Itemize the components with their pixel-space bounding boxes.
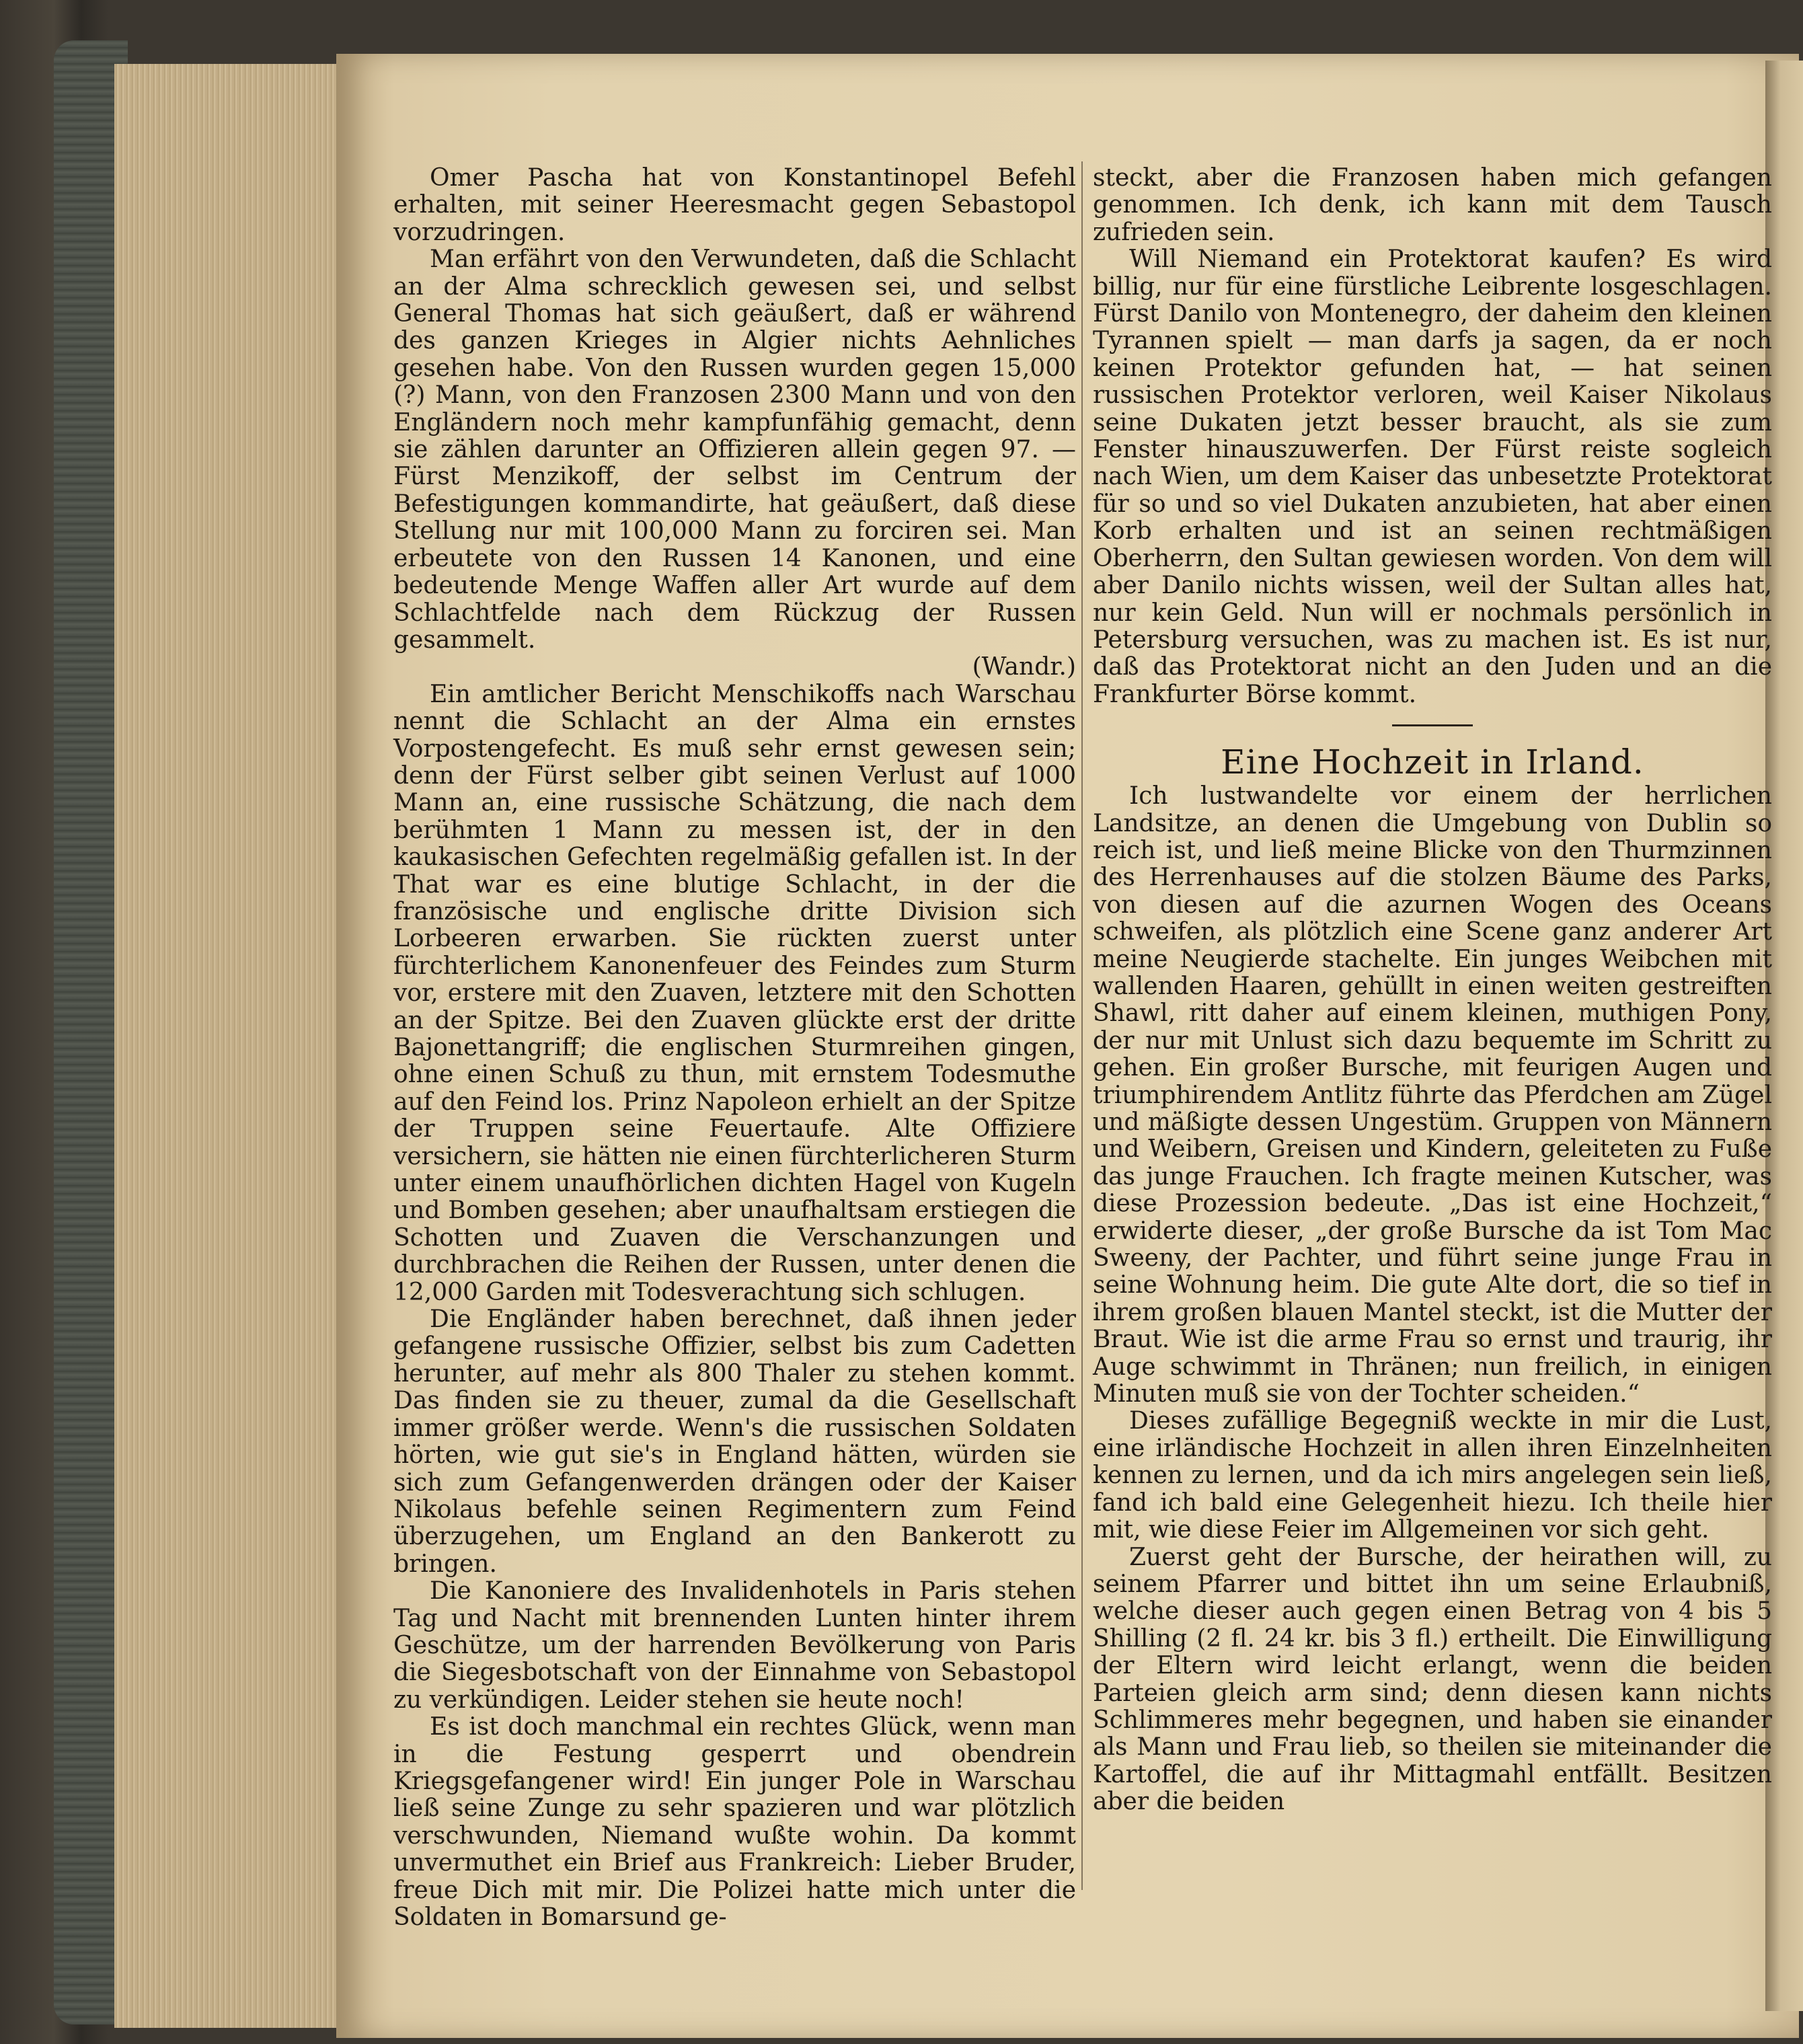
paragraph: Omer Pascha hat von Konstantinopel Befehl erhalten, mit seiner Heeresmacht gegen Sebastopol vorzudringen. xyxy=(393,164,1076,246)
paragraph: Ein amtlicher Bericht Menschikoffs nach Warschau nennt die Schlacht an der Alma ein ernstes Vorpostengefecht. Es muß sehr ernst gewesen sein; denn der Fürst selber gibt seinen Verlust auf 1000 Mann an, eine russische Schätzung, die nach dem berühmten 1 Mann zu messen ist, der in den kaukasischen Gefechten regelmäßig gefallen ist. In der That war es eine blutige Schlacht, in der die französische und englische dritte Division sich Lorbeeren erwarben. Sie rückten zuerst unter fürchterlichem Kanonenfeuer des Feindes zum Sturm vor, erstere mit den Zuaven, letztere mit den Schotten an der Spitze. Bei den Zuaven glückte erst der dritte Bajonettangriff; die englischen Sturmreihen gingen, ohne einen Schuß zu thun, mit ernstem Todesmuthe auf den Feind los. Prinz Napoleon erhielt an der Spitze der Truppen seine Feuertaufe. Alte Offiziere versichern, sie hätten nie einen fürchterlicheren Sturm unter einem unaufhörlichen dichten Hagel von Kugeln und Bomben gesehen; aber unaufhaltsam erstiegen die Schotten und Zuaven die Verschanzungen und durchbrachen die Reihen der Russen, unter denen die 12,000 Garden mit Todesverachtung sich schlugen. xyxy=(393,680,1076,1306)
paragraph: Man erfährt von den Verwundeten, daß die Schlacht an der Alma schrecklich gewesen sei, und selbst General Thomas hat sich geäußert, daß er während des ganzen Krieges in Algier nichts Aehnliches gesehen habe. Von den Russen wurden gegen 15,000 (?) Mann, von den Franzosen 2300 Mann und von den Engländern noch mehr kampfunfähig gemacht, denn sie zählen darunter an Offizieren allein gegen 97. — Fürst Menzikoff, der selbst im Centrum der Befestigungen kommandirte, hat geäußert, daß diese Stellung nur mit 100,000 Mann zu forciren sei. Man erbeutete von den Russen 14 Kanonen, und eine bedeutende Menge Waffen aller Art wurde auf dem Schlachtfelde nach dem Rückzug der Russen gesammelt. xyxy=(393,245,1076,654)
section-rule xyxy=(1392,724,1473,726)
page-edges xyxy=(114,64,343,2028)
paragraph: Dieses zufällige Begegniß weckte in mir die Lust, eine irländische Hochzeit in allen ihren Einzelnheiten kennen zu lernen, und da ich mirs angelegen sein ließ, fand ich bald eine Gelegenheit hiezu. Ich theile hier mit, wie diese Feier im Allgemeinen vor sich geht. xyxy=(1093,1407,1772,1544)
paragraph: Ich lustwandelte vor einem der herrlichen Landsitze, an denen die Umgebung von Dublin so reich ist, und ließ meine Blicke von den Thurmzinnen des Herrenhauses auf die stolzen Bäume des Parks, von diesen auf die azurnen Wogen des Oceans schweifen, als plötzlich eine Scene ganz anderer Art meine Neugierde stachelte. Ein junges Weibchen mit wallenden Haaren, gehüllt in einen weiten gestreiften Shawl, ritt daher auf einem kleinen, muthigen Pony, der nur mit Unlust sich dazu bequemte im Schritt zu gehen. Ein großer Bursche, mit feurigen Augen und triumphirendem Antlitz führte das Pferdchen am Zügel und mäßigte dessen Ungestüm. Gruppen von Männern und Weibern, Greisen und Kindern, geleiteten zu Fuße das junge Frauchen. Ich fragte meinen Kutscher, was diese Prozession bedeute. „Das ist eine Hochzeit,“ erwiderte dieser, „der große Bursche da ist Tom Mac Sweeny, der Pachter, und führt seine junge Frau in seine Wohnung heim. Die gute Alte dort, die so tief in ihrem großen blauen Mantel steckt, ist die Mutter der Braut. Wie ist die arme Frau so ernst und traurig, ihr Auge schwimmt in Thränen; nun freilich, in einigen Minuten muß sie von der Tochter scheiden.“ xyxy=(1093,782,1772,1408)
source-note: (Wandr.) xyxy=(972,653,1076,681)
left-column xyxy=(393,165,1076,1931)
paragraph: Will Niemand ein Protektorat kaufen? Es wird billig, nur für eine fürstliche Leibrente losgeschlagen. Fürst Danilo von Montenegro, der daheim den kleinen Tyrannen spielt — man darfs ja sagen, da er noch keinen Protektor gefunden hat, — hat seinen russischen Protektor verloren, weil Kaiser Nikolaus seine Dukaten jetzt besser braucht, als sie zum Fenster hinauszuwerfen. Der Fürst reiste sogleich nach Wien, um dem Kaiser das unbesetzte Protektorat für so und so viel Dukaten anzubieten, hat aber einen Korb erhalten und ist an seinen rechtmäßigen Oberherrn, den Sultan gewiesen worden. Von dem will aber Danilo nichts wissen, weil der Sultan alles hat, nur kein Geld. Nun will er nochmals persönlich in Petersburg versuchen, was zu machen ist. Es ist nur, daß das Protektorat nicht an den Juden und an die Frankfurter Börse kommt. xyxy=(1093,245,1772,708)
right-column xyxy=(1093,165,1772,1816)
paragraph: steckt, aber die Franzosen haben mich gefangen genommen. Ich denk, ich kann mit dem Tausch zufrieden sein. xyxy=(1093,164,1772,246)
column-divider xyxy=(1081,161,1083,1890)
paragraph: Die Engländer haben berechnet, daß ihnen jeder gefangene russische Offizier, selbst bis zum Cadetten herunter, auf mehr als 800 Thaler zu stehen kommt. Das finden sie zu theuer, zumal da die Gesellschaft immer größer werde. Wenn's die russischen Soldaten hörten, wie gut sie's in England hätten, würden sie sich zum Gefangenwerden drängen oder der Kaiser Nikolaus befehle seinen Regimentern zum Feind überzugehen, um England an den Bankerott zu bringen. xyxy=(393,1305,1076,1578)
paragraph: Die Kanoniere des Invalidenhotels in Paris stehen Tag und Nacht mit brennenden Lunten hinter ihrem Geschütze, um der harrenden Bevölkerung von Paris die Siegesbotschaft von der Einnahme von Sebastopol zu verkündigen. Leider stehen sie heute noch! xyxy=(393,1577,1076,1714)
article-heading: Eine Hochzeit in Irland. xyxy=(1221,743,1644,782)
paragraph: Zuerst geht der Bursche, der heirathen will, zu seinem Pfarrer und bittet ihn um seine Erlaubniß, welche dieser auch gegen einen Betrag von 4 bis 5 Shilling (2 fl. 24 kr. bis 3 fl.) ertheilt. Die Einwilligung der Eltern wird leicht erlangt, wenn die beiden Parteien gleich arm sind; denn diesen kann nichts Schlimmeres mehr begegnen, und haben sie einander als Mann und Frau lieb, so theilen sie miteinander die Kartoffel, die auf ihr Mittagmahl entfällt. Besitzen aber die beiden xyxy=(1093,1543,1772,1816)
paragraph: Es ist doch manchmal ein rechtes Glück, wenn man in die Festung gesperrt und obendrein Kriegsgefangener wird! Ein junger Pole in Warschau ließ seine Zunge zu sehr spazieren und war plötzlich verschwunden, Niemand wußte wohin. Da kommt unvermuthet ein Brief aus Frankreich: Lieber Bruder, freue Dich mit mir. Die Polizei hatte mich unter die Soldaten in Bomarsund ge- xyxy=(393,1713,1076,1931)
